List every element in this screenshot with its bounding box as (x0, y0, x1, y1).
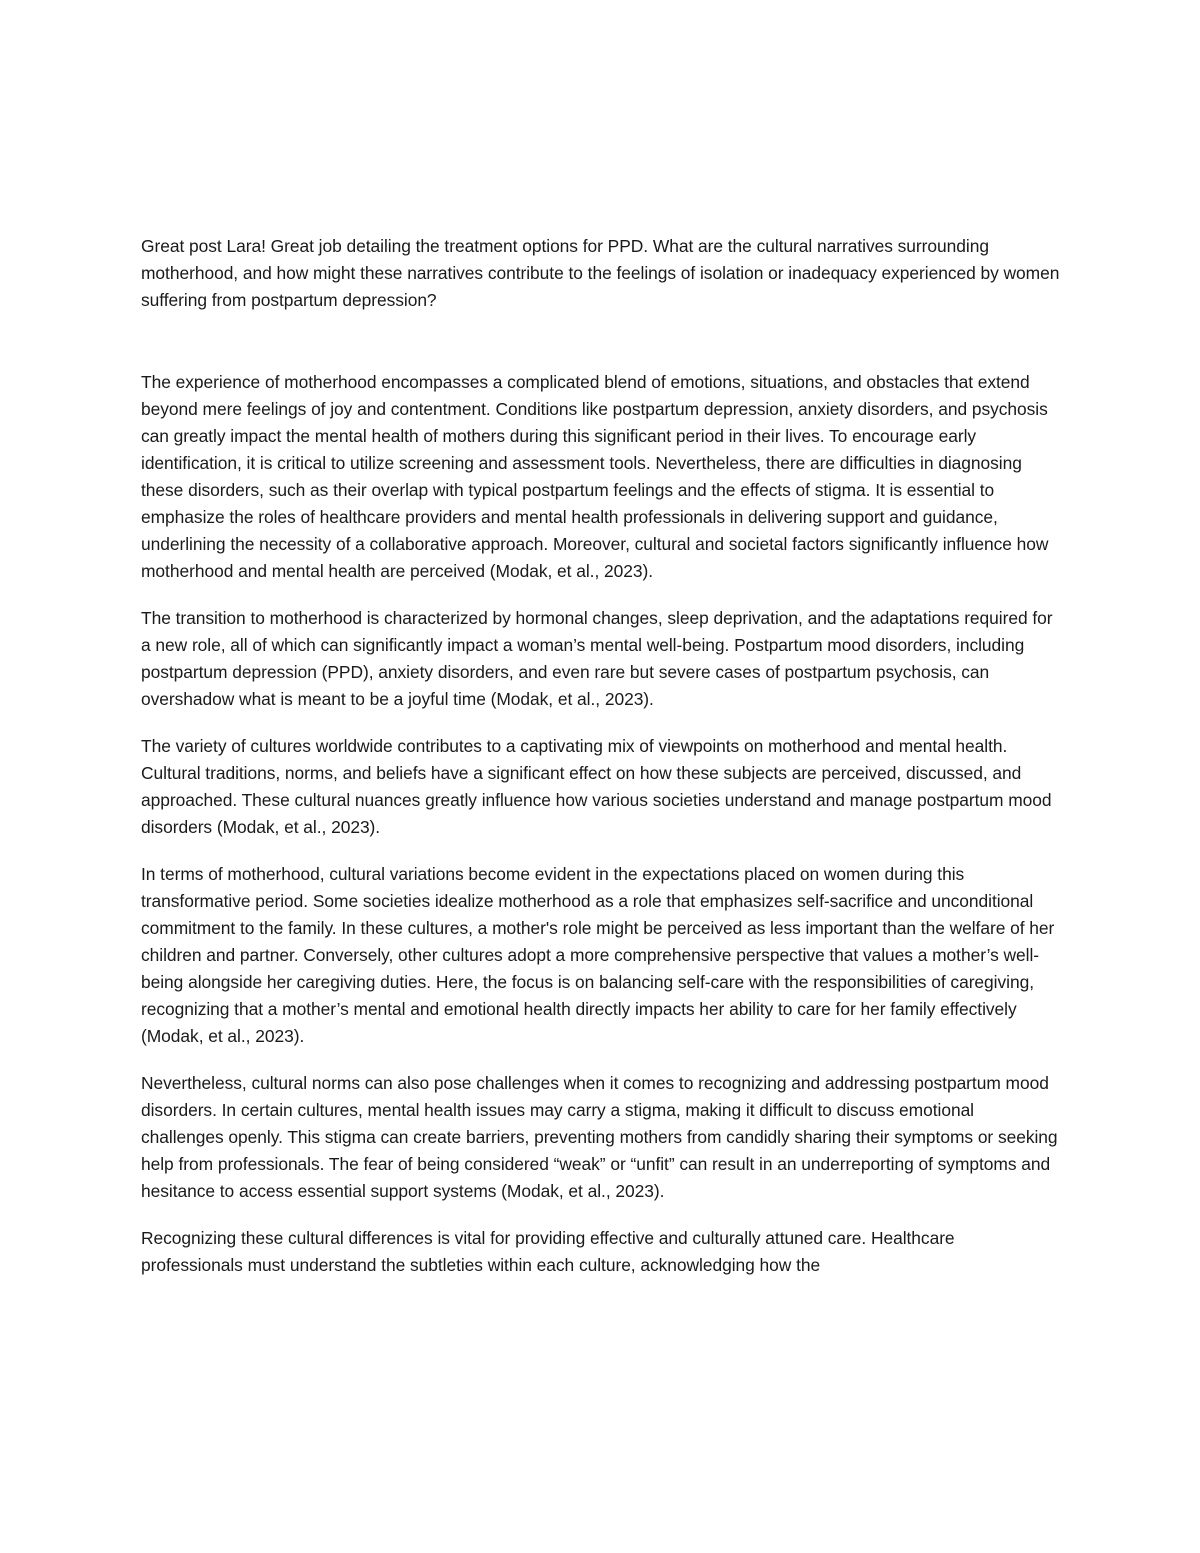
body-paragraph-5: Nevertheless, cultural norms can also pose challenges when it comes to recognizing and addressing postpartum mood disorders. In certain cultures, mental health issues may carry a stigma, making it difficult to discuss emotional challenges openly. This stigma can create barriers, preventing mothers from candidly sharing their symptoms or seeking help from professionals. The fear of being considered “weak” or “unfit” can result in an underreporting of symptoms and hesitance to access essential support systems (Modak, et al., 2023). (141, 1073, 1058, 1201)
body-paragraph-6: Recognizing these cultural differences is vital for providing effective and culturally attuned care. Healthcare professionals must understand the subtleties within each culture, acknowledging how the (141, 1228, 955, 1275)
paragraph-spacer (141, 314, 1061, 369)
body-paragraph-3: The variety of cultures worldwide contributes to a captivating mix of viewpoints on motherhood and mental health. Cultural traditions, norms, and beliefs have a significant effect on how these subjects are perceived, discussed, and approached. These cultural nuances greatly influence how various societies understand and manage postpartum mood disorders (Modak, et al., 2023). (141, 736, 1052, 837)
body-paragraph-1: The experience of motherhood encompasses a complicated blend of emotions, situations, and obstacles that extend beyond mere feelings of joy and contentment. Conditions like postpartum depression, anxiety disorders, and psychosis can greatly impact the mental health of mothers during this significant period in their lives. To encourage early identification, it is critical to utilize screening and assessment tools. Nevertheless, there are difficulties in diagnosing these disorders, such as their overlap with typical postpartum feelings and the effects of stigma. It is essential to emphasize the roles of healthcare providers and mental health professionals in delivering support and guidance, underlining the necessity of a collaborative approach. Moreover, cultural and societal factors significantly influence how motherhood and mental health are perceived (Modak, et al., 2023). (141, 372, 1049, 581)
reply-paragraph: Great post Lara! Great job detailing the treatment options for PPD. What are the cultural narratives surrounding motherhood, and how might these narratives contribute to the feelings of isolation or inadequacy experienced by women suffering from postpartum depression? (141, 236, 1060, 310)
body-paragraph-2: The transition to motherhood is characterized by hormonal changes, sleep deprivation, and the adaptations required for a new role, all of which can significantly impact a woman’s mental well-being. Postpartum mood disorders, including postpartum depression (PPD), anxiety disorders, and even rare but severe cases of postpartum psychosis, can overshadow what is meant to be a joyful time (Modak, et al., 2023). (141, 608, 1053, 709)
document-body (141, 233, 1061, 1279)
body-paragraph-4: In terms of motherhood, cultural variations become evident in the expectations placed on women during this transformative period. Some societies idealize motherhood as a role that emphasizes self-sacrifice and unconditional commitment to the family. In these cultures, a mother's role might be perceived as less important than the welfare of her children and partner. Conversely, other cultures adopt a more comprehensive perspective that values a mother’s well-being alongside her caregiving duties. Here, the focus is on balancing self-care with the responsibilities of caregiving, recognizing that a mother’s mental and emotional health directly impacts her ability to care for her family effectively (Modak, et al., 2023). (141, 864, 1055, 1046)
